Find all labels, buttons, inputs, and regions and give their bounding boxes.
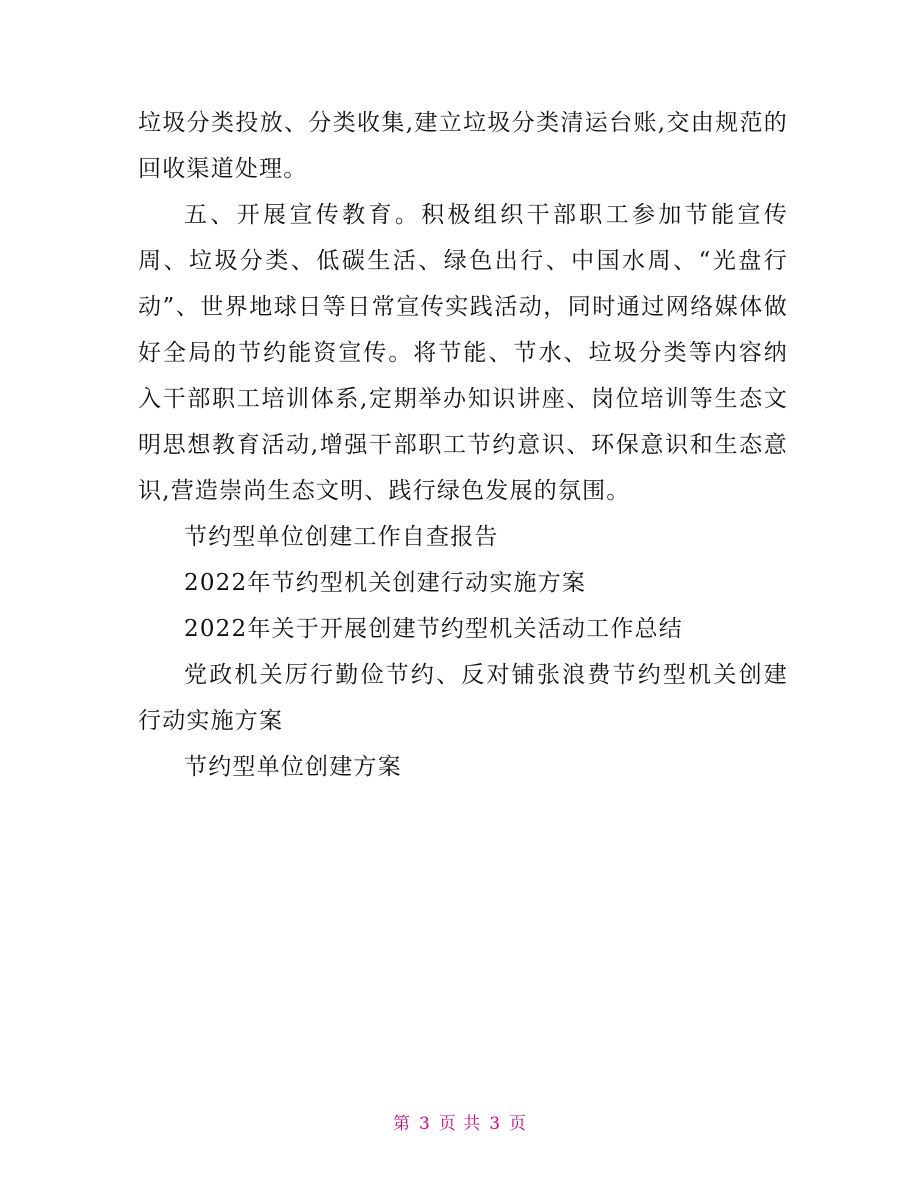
paragraph-publicity-education: 五、开展宣传教育。积极组织干部职工参加节能宣传周、垃圾分类、低碳生活、绿色出行、中国水周、“光盘行动”、世界地球日等日常宣传实践活动，同时通过网络媒体做好全局的节约能资宣传。将节能、节水、垃圾分类等内容纳入干部职工培训体系,定期举办知识讲座、岗位培训等生态文明思想教育活动,增强干部职工节约意识、环保意识和生态意识,营造崇尚生态文明、践行绿色发展的氛围。 xyxy=(138,202,788,504)
related-link-party-government-plan[interactable]: 党政机关厉行勤俭节约、反对铺张浪费节约型机关创建行动实施方案 xyxy=(138,662,788,734)
related-link-unit-creation-plan[interactable]: 节约型单位创建方案 xyxy=(184,754,402,780)
document-body xyxy=(138,100,788,790)
footer-total-pages: 3 xyxy=(489,1114,502,1134)
related-link-self-inspection-report[interactable]: 节约型单位创建工作自查报告 xyxy=(184,524,499,550)
footer-prefix: 第 xyxy=(392,1114,411,1134)
footer-middle: 页 共 xyxy=(438,1114,482,1134)
page-number-footer xyxy=(0,1111,920,1137)
footer-suffix: 页 xyxy=(509,1114,528,1134)
footer-current-page: 3 xyxy=(418,1114,431,1134)
paragraph-waste-sorting: 垃圾分类投放、分类收集,建立垃圾分类清运台账,交由规范的回收渠道处理。 xyxy=(138,110,788,182)
related-link-2022-work-summary[interactable]: 2022年关于开展创建节约型机关活动工作总结 xyxy=(184,616,683,642)
related-link-2022-action-plan[interactable]: 2022年节约型机关创建行动实施方案 xyxy=(184,570,587,596)
